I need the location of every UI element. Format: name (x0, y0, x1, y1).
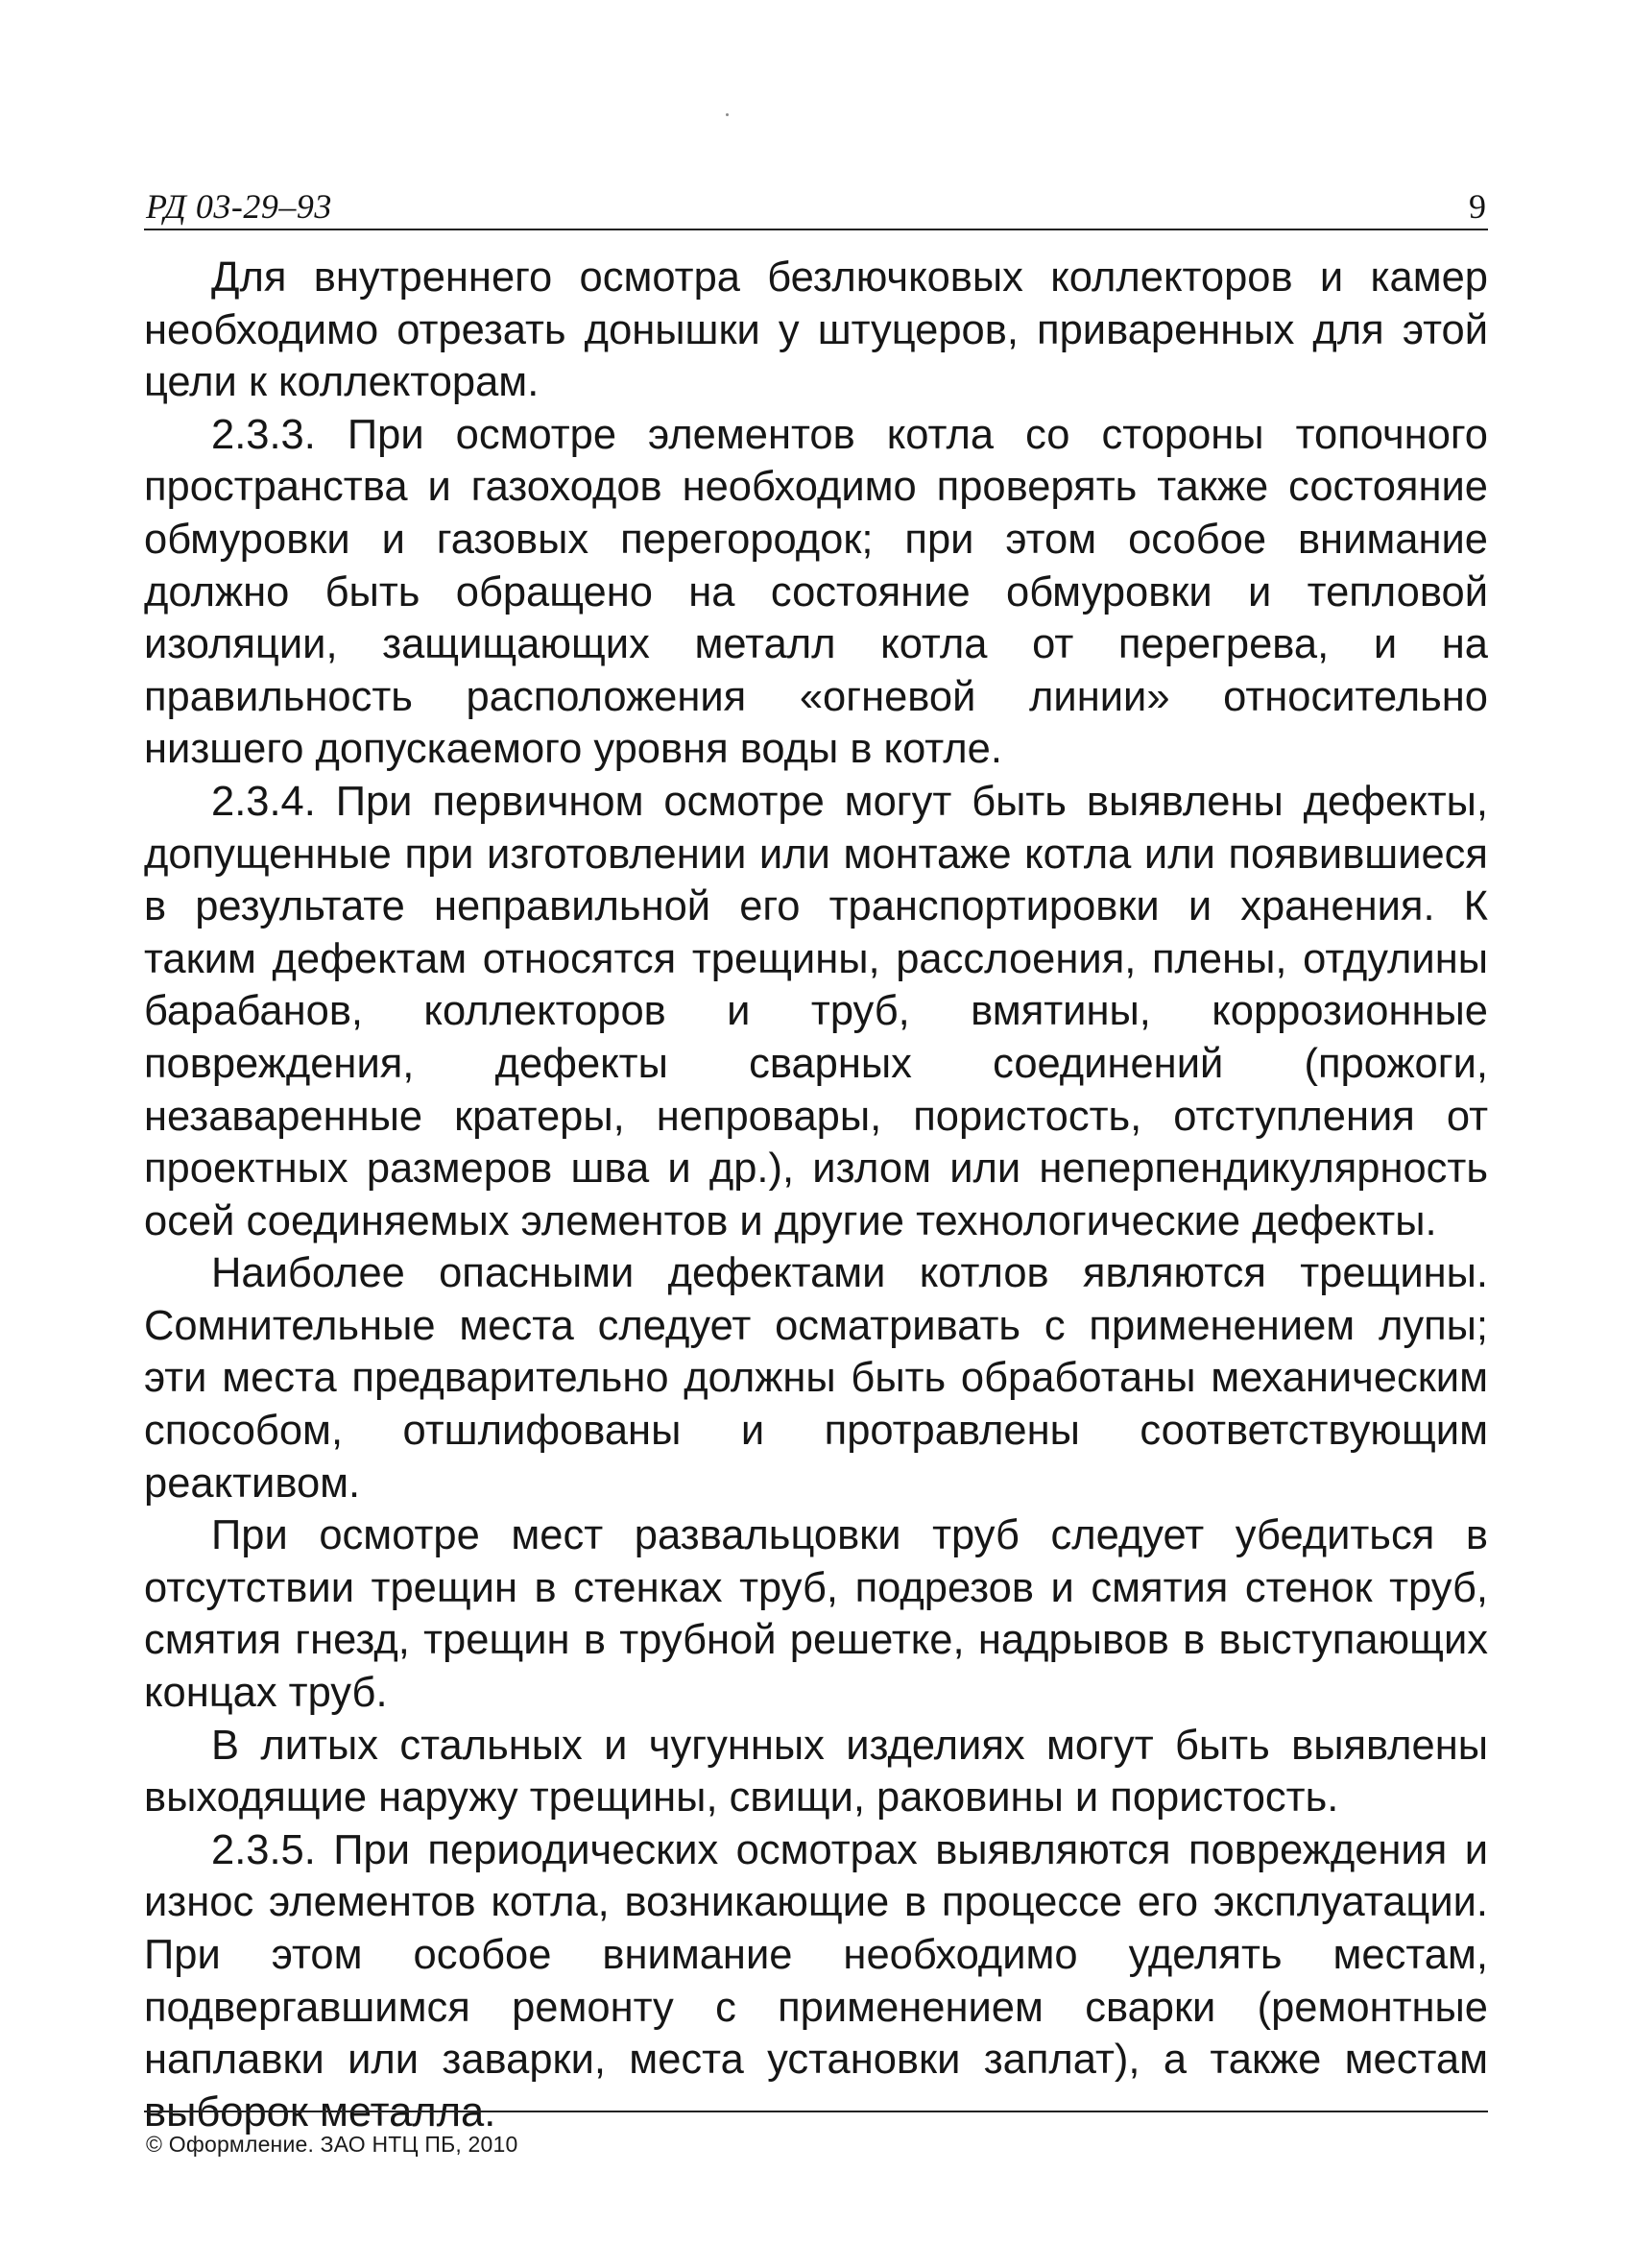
paragraph: 2.3.4. При первичном осмотре могут быть выявлены дефекты, допущенные при изготовлении или монтаже котла или появившиеся в результате неправильной его транспортировки и хранения. К таким дефектам относятся трещины, расслоения, плены, отдулины барабанов, коллекторов и труб, вмятины, коррозионные повреждения, дефекты сварных соединений (прожоги, незаваренные кратеры, непровары, пористость, отступления от проектных размеров шва и др.), излом или неперпендикулярность осей соединяемых элементов и другие технологические дефекты. (144, 778, 1488, 1244)
scan-speck (726, 113, 729, 116)
paragraph: Наиболее опасными дефектами котлов являются трещины. Сомнительные места следует осматривать с применением лупы; эти места предварительно должны быть обработаны механическим способом, отшлифованы и протравлены соответствующим реактивом. (144, 1250, 1488, 1507)
copyright-notice: © Оформление. ЗАО НТЦ ПБ, 2010 (146, 2132, 518, 2157)
body-text (144, 252, 1488, 2138)
paragraph: 2.3.3. При осмотре элементов котла со стороны топочного пространства и газоходов необходимо проверять также состояние обмуровки и газовых перегородок; при этом особое внимание должно быть обращено на состояние обмуровки и тепловой изоляции, защищающих металл котла от перегрева, и на правильность расположения «огневой линии» относительно низшего допускаемого уровня воды в котле. (144, 411, 1488, 773)
running-head: РД 03-29–93 (146, 187, 332, 226)
paragraph: 2.3.5. При периодических осмотрах выявляются повреждения и износ элементов котла, возникающие в процессе его эксплуатации. При этом особое внимание необходимо уделять местам, подвергавшимся ремонту с применением сварки (ремонтные наплавки или заварки, места установки заплат), а также местам выборок металла. (144, 1826, 1488, 2135)
page-footer (144, 2111, 1488, 2157)
paragraph: Для внутреннего осмотра безлючковых коллекторов и камер необходимо отрезать донышки у штуцеров, приваренных для этой цели к коллекторам. (144, 254, 1488, 406)
page-header (144, 181, 1488, 230)
paragraph: При осмотре мест развальцовки труб следует убедиться в отсутствии трещин в стенках труб, подрезов и смятия стенок труб, смятия гнезд, трещин в трубной решетке, надрывов в выступающих концах труб. (144, 1512, 1488, 1717)
page-number: 9 (1469, 187, 1486, 226)
paragraph: В литых стальных и чугунных изделиях могут быть выявлены выходящие наружу трещины, свищи, раковины и пористость. (144, 1722, 1488, 1822)
